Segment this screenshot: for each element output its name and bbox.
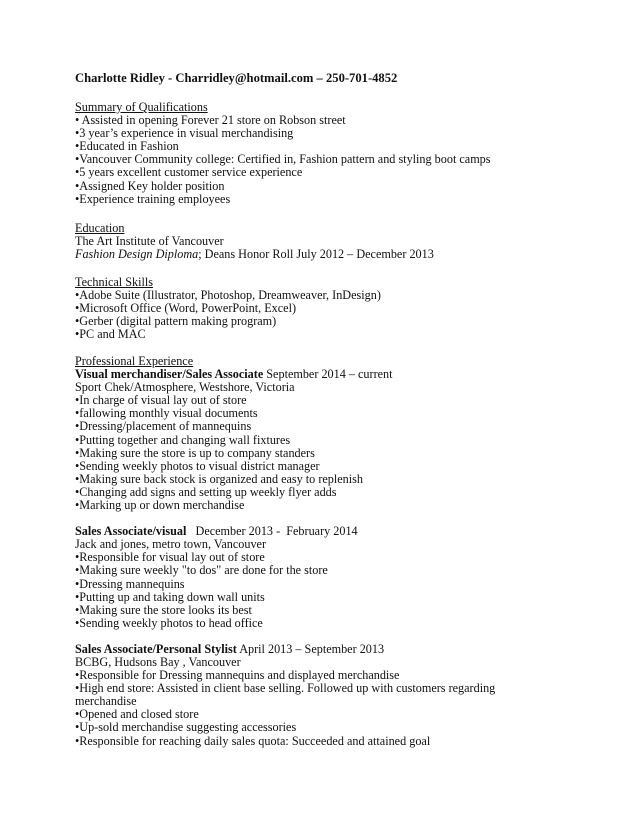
phone-number: 250-701-4852 bbox=[325, 71, 398, 85]
skill-item: •Adobe Suite (Illustrator, Photoshop, Dreamweaver, InDesign) bbox=[75, 288, 381, 303]
job-duty: •High end store: Assisted in client base selling. Followed up with customers regarding merchandise bbox=[75, 681, 496, 709]
job-duty: •Opened and closed store bbox=[75, 707, 199, 722]
qualification-item: •3 year’s experience in visual merchandising bbox=[75, 126, 294, 141]
skill-item: •Microsoft Office (Word, PowerPoint, Excel) bbox=[75, 301, 297, 316]
job-duty: •Responsible for visual lay out of store bbox=[75, 550, 265, 565]
job-duty: •Making sure weekly "to dos" are done for the store bbox=[75, 563, 328, 578]
job-entry bbox=[75, 525, 545, 630]
job-duty: •In charge of visual lay out of store bbox=[75, 393, 247, 408]
diploma-name: Fashion Design Diploma bbox=[75, 247, 199, 262]
qualification-item: •Vancouver Community college: Certified in, Fashion pattern and styling boot camps bbox=[75, 152, 491, 167]
job-duty: •Sending weekly photos to head office bbox=[75, 615, 263, 630]
job-dates: December 2013 - February 2014 bbox=[186, 524, 358, 539]
diploma-line bbox=[75, 248, 545, 261]
job-employer: BCBG, Hudsons Bay , Vancouver bbox=[75, 654, 241, 669]
header-separator: – bbox=[313, 71, 326, 85]
qualifications-section bbox=[75, 101, 545, 206]
skill-item: •PC and MAC bbox=[75, 327, 146, 342]
skills-heading: Technical Skills bbox=[75, 275, 154, 289]
job-duty: •Dressing mannequins bbox=[75, 576, 185, 591]
job-duty: •Putting up and taking down wall units bbox=[75, 589, 265, 604]
job-duty: •Responsible for Dressing mannequins and displayed merchandise bbox=[75, 668, 400, 683]
qualification-item: • Assisted in opening Forever 21 store on Robson street bbox=[75, 113, 346, 128]
job-duty: •Dressing/placement of mannequins bbox=[75, 419, 252, 434]
job-employer: Sport Chek/Atmosphere, Westshore, Victoria bbox=[75, 380, 295, 395]
job-duty: •Changing add signs and setting up weekly flyer adds bbox=[75, 484, 337, 499]
job-duty: •Marking up or down merchandise bbox=[75, 498, 245, 513]
education-heading: Education bbox=[75, 221, 125, 235]
experience-section bbox=[75, 355, 545, 748]
job-duty: •Up-sold merchandise suggesting accessories bbox=[75, 720, 297, 735]
job-duty: •fallowing monthly visual documents bbox=[75, 406, 258, 421]
job-entry bbox=[75, 643, 545, 748]
job-title: Sales Associate/visual bbox=[75, 524, 187, 539]
school-name: The Art Institute of Vancouver bbox=[75, 234, 224, 249]
qualifications-heading: Summary of Qualifications bbox=[75, 100, 208, 114]
job-dates: April 2013 – September 2013 bbox=[236, 641, 385, 656]
job-duty: •Making sure back stock is organized and easy to replenish bbox=[75, 471, 364, 486]
education-section bbox=[75, 222, 545, 261]
job-duty: •Making sure the store looks its best bbox=[75, 602, 252, 617]
job-entry bbox=[75, 368, 545, 512]
qualification-item: •Experience training employees bbox=[75, 191, 231, 206]
job-duty: •Putting together and changing wall fixtures bbox=[75, 432, 291, 447]
job-duty: •Responsible for reaching daily sales quota: Succeeded and attained goal bbox=[75, 733, 431, 748]
qualification-item: •5 years excellent customer service experience bbox=[75, 165, 303, 180]
qualification-item: •Educated in Fashion bbox=[75, 139, 179, 154]
experience-heading: Professional Experience bbox=[75, 354, 194, 368]
skill-item: •Gerber (digital pattern making program) bbox=[75, 314, 277, 329]
job-employer: Jack and jones, metro town, Vancouver bbox=[75, 537, 266, 552]
skills-section bbox=[75, 276, 545, 341]
qualification-item: •Assigned Key holder position bbox=[75, 178, 225, 193]
contact-header bbox=[75, 72, 397, 85]
job-title-line bbox=[75, 643, 545, 656]
job-title: Visual merchandiser/Sales Associate bbox=[75, 367, 264, 382]
job-duty: •Making sure the store is up to company standers bbox=[75, 445, 315, 460]
job-title: Sales Associate/Personal Stylist bbox=[75, 641, 237, 656]
job-duty: •Sending weekly photos to visual district manager bbox=[75, 458, 320, 473]
name-email: Charlotte Ridley - Charridley@hotmail.com bbox=[75, 71, 314, 85]
job-dates: September 2014 – current bbox=[263, 367, 393, 382]
honor-roll: ; Deans Honor Roll July 2012 – December 2013 bbox=[198, 247, 434, 262]
